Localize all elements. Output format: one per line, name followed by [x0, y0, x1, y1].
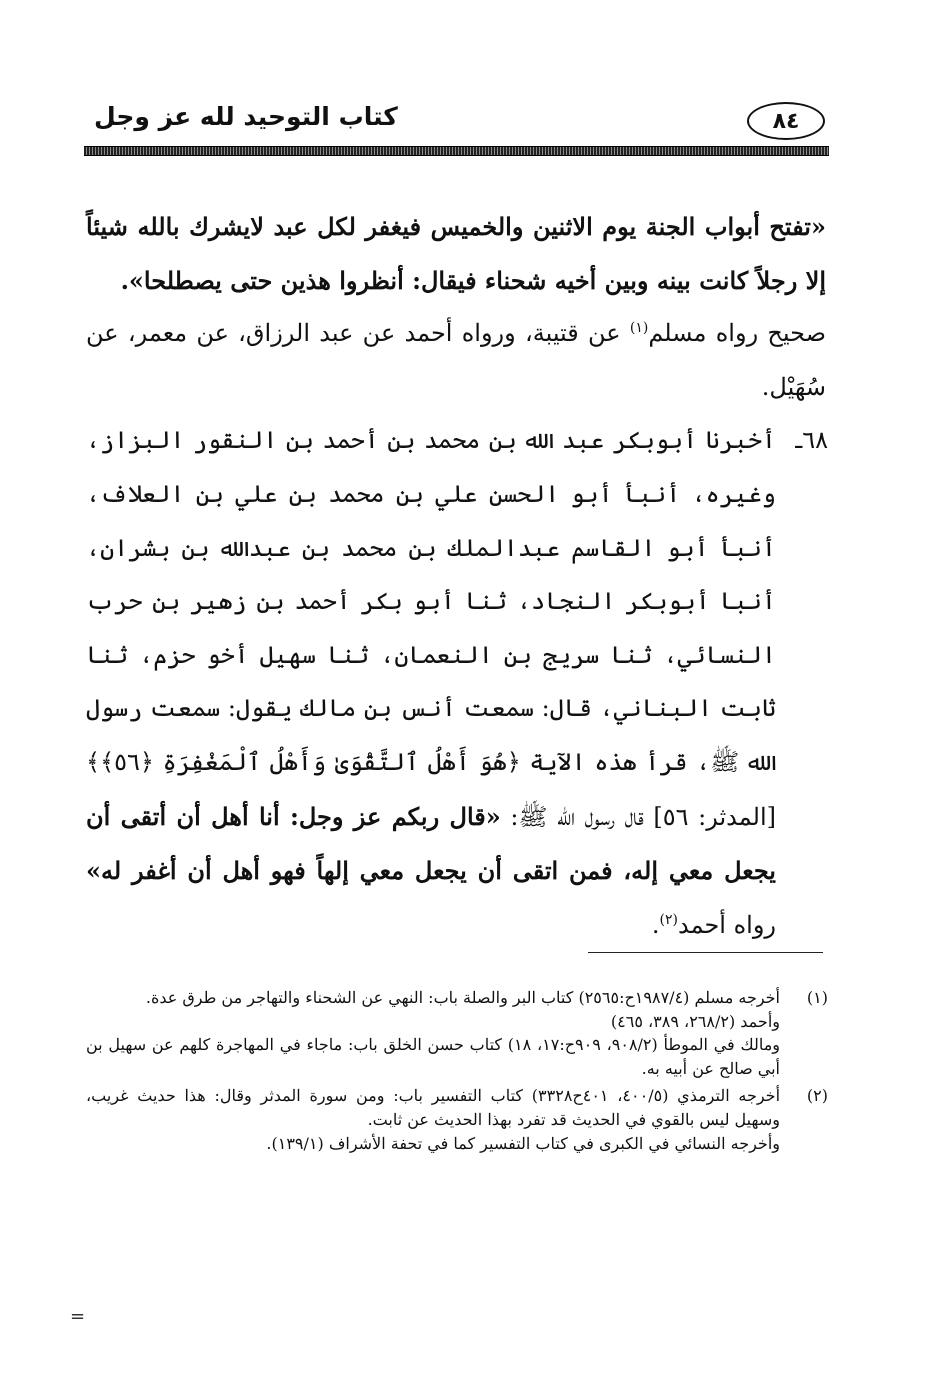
- footnote-number: (٢): [806, 1086, 828, 1106]
- footnote-line: أخرجه الترمذي (٤٠٠/٥، ٤٠١ح٣٣٢٨) كتاب التفسير باب: ومن سورة المدثر وقال: هذا حديث غريب، وسهيل ليس بالقوي في الحديث قد تفرد بهذا الحديث عن ثابت.: [86, 1086, 781, 1129]
- footnote-ref-1[interactable]: (١): [629, 320, 649, 337]
- takhrij-text-a: صحيح رواه مسلم: [648, 319, 826, 348]
- entry-tail-text: رواه أحمد: [677, 910, 776, 939]
- footnote-2: [86, 1084, 828, 1155]
- footnote-number: (١): [806, 988, 828, 1007]
- footnote-1: [86, 986, 828, 1080]
- footnote-line: أخرجه مسلم (١٩٨٧/٤ح:٢٥٦٥) كتاب البر والصلة باب: النهي عن الشحناء والتهاجر من طرق عدة.: [145, 988, 780, 1007]
- footnote-line: وأخرجه النسائي في الكبرى في كتاب التفسير كما في تحفة الأشراف (١٣٩/١).: [266, 1133, 780, 1153]
- hadith-takhrij: [86, 307, 826, 414]
- footnote-separator: [588, 952, 823, 953]
- footnote-ref-2[interactable]: (٢): [659, 911, 678, 928]
- footnote-line: وأحمد (٢٦٨/٢، ٣٨٩، ٤٦٥): [610, 1011, 780, 1031]
- hadith-entry: [86, 414, 826, 952]
- footnotes: [86, 986, 828, 1155]
- page-number-badge: ٨٤: [747, 102, 825, 140]
- hadith-text: «تفتح أبواب الجنة يوم الاثنين والخميس فيغفر لكل عبد لايشرك بالله شيئاً إلا رجلاً كانت بينه وبين أخيه شحناء فيقال: أنظروا هذين حتى يصطلحا».: [86, 212, 826, 295]
- page-header: [84, 92, 829, 154]
- margin-mark: =: [70, 1306, 86, 1327]
- footnote-line: ومالك في الموطأ (٩٠٨/٢، ٩٠٩ح:١٧، ١٨) كتاب حسن الخلق باب: ماجاء في المهاجرة كلهم عن سهيل بن أبي صالح عن أبيه به.: [86, 1035, 780, 1078]
- entry-number: ٦٨ـ: [795, 426, 828, 455]
- book-title: كتاب التوحيد لله عز وجل: [94, 102, 398, 131]
- takhrij-text-b: عن قتيبة، ورواه أحمد عن عبد الرزاق، عن معمر، عن سُهَيْل.: [86, 319, 826, 401]
- entry-tail-end: .: [651, 910, 660, 939]
- hadith-quote: «قال ربكم عز وجل: أنا أهل أن أتقى أن يجعل معي إله، فمن اتقى أن يجعل معي إلهاً فهو أهل أن أغفر له»: [86, 801, 776, 886]
- main-text: [86, 200, 826, 952]
- entry-body: [86, 414, 776, 952]
- header-rule: [84, 146, 829, 156]
- isnad-text: أخبرنا أبوبكر عبد الله بن محمد بن أحمد بن النقور البزاز، وغيره، أنبأ أبو الحسن علي بن محمد بن علي بن العلاف، أنبأ أبو القاسم عبدالملك بن محمد بن عبدالله بن بشران، أنبا أبوبكر النجاد، ثنا أبو بكر أحمد بن زهير بن حرب النسائي، ثنا سريج بن النعمان، ثنا سهيل أخو حزم، ثنا ثابت البناني، قال: سمعت أنس بن مالك يقول: سمعت رسول الله ﷺ، قرأ هذه الآية ﴿هُوَ أَهْلُ ٱلتَّقْوَىٰ وَأَهْلُ ٱلْمَغْفِرَةِ ﴿٥٦﴾﴾ [المدثر: ٥٦] قال رسول الله ﷺ:: [86, 426, 776, 831]
